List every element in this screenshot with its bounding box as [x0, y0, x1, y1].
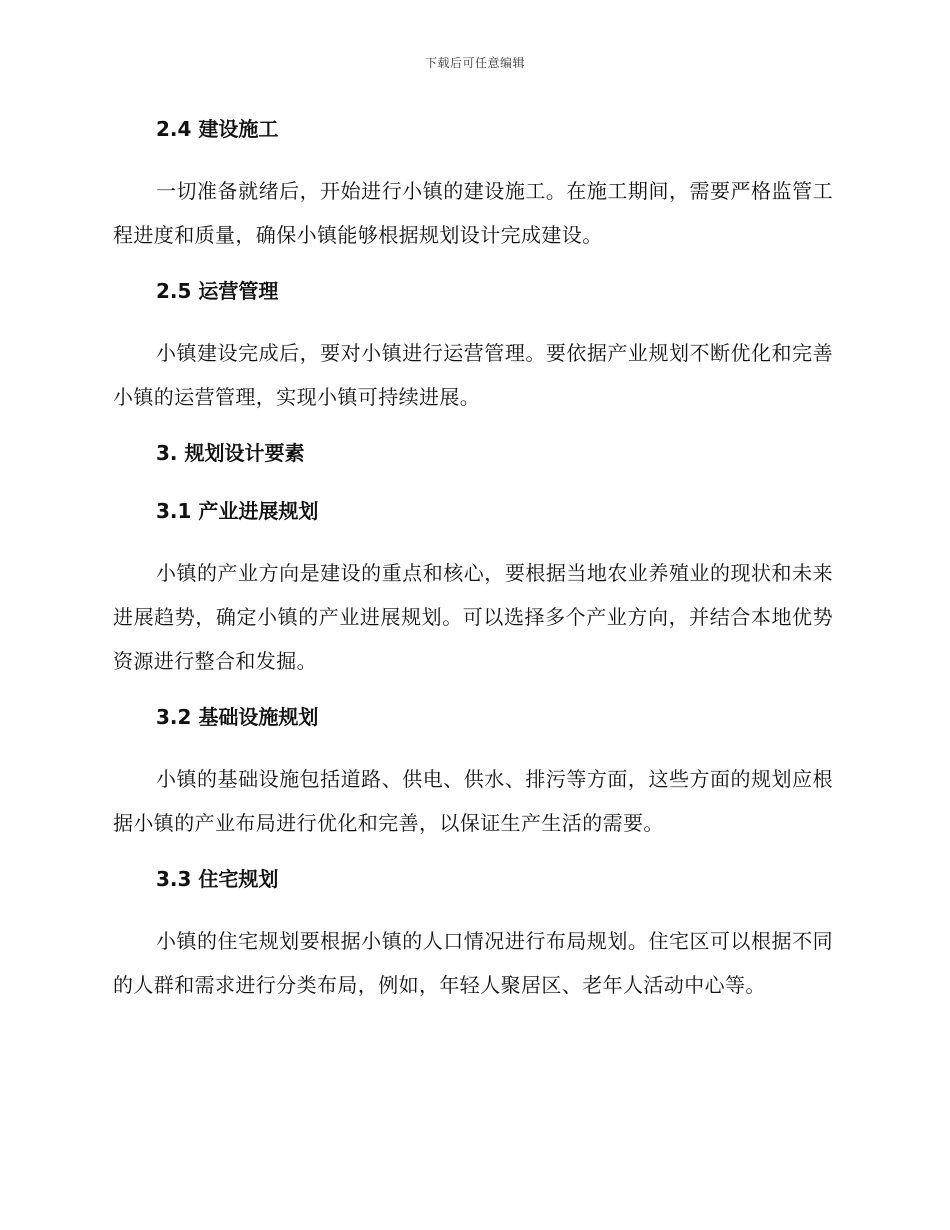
section-paragraph-3-3: 小镇的住宅规划要根据小镇的人口情况进行布局规划。住宅区可以根据不同的人群和需求进行分类布局，例如，年轻人聚居区、老年人活动中心等。: [113, 929, 833, 997]
spacer: [113, 683, 833, 699]
spacer: [113, 735, 833, 757]
spacer: [113, 529, 833, 551]
section-heading-3-2: 3.2 基础设施规划: [156, 705, 319, 729]
section-heading-3-3: 3.3 住宅规划: [156, 867, 279, 891]
section-heading-2-4: 2.4 建设施工: [156, 117, 279, 141]
document-body: [113, 111, 833, 1007]
section-heading-2-5: 2.5 运营管理: [156, 279, 279, 303]
section-paragraph-3-2: 小镇的基础设施包括道路、供电、供水、排污等方面，这些方面的规划应根据小镇的产业布局进行优化和完善，以保证生产生活的需要。: [113, 767, 833, 835]
spacer: [113, 897, 833, 919]
section-paragraph-2-5: 小镇建设完成后，要对小镇进行运营管理。要依据产业规划不断优化和完善小镇的运营管理，实现小镇可持续进展。: [113, 341, 833, 409]
spacer: [113, 309, 833, 331]
spacer: [113, 471, 833, 493]
section-heading-3-1: 3.1 产业进展规划: [156, 499, 319, 523]
spacer: [113, 147, 833, 169]
page-header: 下载后可任意编辑: [424, 56, 525, 70]
spacer: [113, 845, 833, 861]
section-paragraph-2-4: 一切准备就绪后，开始进行小镇的建设施工。在施工期间，需要严格监管工程进度和质量，确保小镇能够根据规划设计完成建设。: [113, 179, 833, 247]
section-paragraph-3-1: 小镇的产业方向是建设的重点和核心，要根据当地农业养殖业的现状和未来进展趋势，确定小镇的产业进展规划。可以选择多个产业方向，并结合本地优势资源进行整合和发掘。: [113, 561, 833, 673]
spacer: [113, 257, 833, 273]
spacer: [113, 419, 833, 435]
section-heading-3: 3. 规划设计要素: [156, 441, 305, 465]
